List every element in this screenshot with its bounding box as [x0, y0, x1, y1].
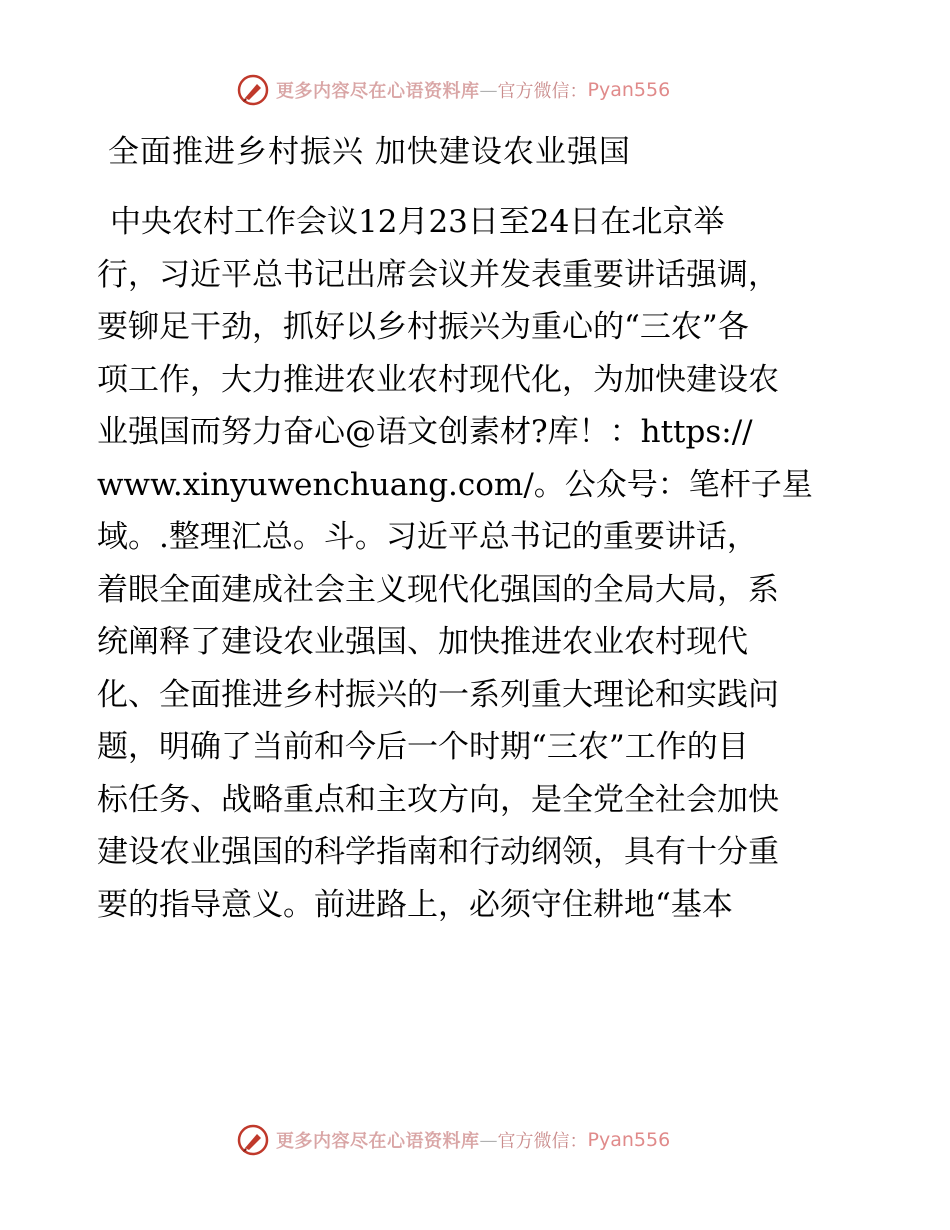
- body-line: 标任务、战略重点和主攻方向，是全党全社会加快: [97, 781, 779, 818]
- body-line: 着眼全面建成社会主义现代化强国的全局大局，系: [97, 571, 779, 608]
- document-title: 全面推进乡村振兴 加快建设农业强国: [108, 134, 631, 170]
- body-line: 项工作，大力推进农业农村现代化，为加快建设农: [97, 361, 779, 398]
- pen-logo-icon: [236, 1123, 270, 1157]
- watermark-wechat-label: 官方微信：: [497, 1131, 588, 1152]
- watermark-text: 更多内容尽在心语资料库: [276, 1131, 480, 1152]
- watermark-wechat-id: Pyan556: [587, 1129, 671, 1151]
- body-line: 化、全面推进乡村振兴的一系列重大理论和实践问: [97, 676, 779, 713]
- document-body: [97, 196, 857, 931]
- watermark-header: [236, 72, 670, 108]
- body-line: 域。.整理汇总。斗。习近平总书记的重要讲话，: [97, 519, 758, 555]
- body-line: 统阐释了建设农业强国、加快推进农业农村现代: [97, 624, 748, 660]
- watermark-wechat-id: Pyan556: [587, 79, 671, 101]
- body-line: 业强国而努力奋心@语文创素材?库！：https://: [97, 414, 753, 450]
- pen-logo-icon: [236, 73, 270, 107]
- watermark-wechat-label: 官方微信：: [497, 81, 588, 102]
- watermark-text: 更多内容尽在心语资料库: [276, 81, 480, 102]
- watermark-dash: —: [479, 1129, 498, 1151]
- body-line: 行，习近平总书记出席会议并发表重要讲话强调，: [97, 256, 779, 293]
- watermark-dash: —: [479, 79, 498, 101]
- body-line: 要铆足干劲，抓好以乡村振兴为重心的“三农”各: [97, 309, 749, 345]
- watermark-footer: [236, 1122, 670, 1158]
- body-line: 要的指导意义。前进路上，必须守住耕地“基本: [97, 886, 733, 923]
- body-line: www.xinyuwenchuang.com/。公众号：笔杆子星: [97, 466, 813, 503]
- body-line: 建设农业强国的科学指南和行动纲领，具有十分重: [97, 834, 779, 870]
- body-line: 中央农村工作会议12月23日至24日在北京举: [110, 204, 725, 240]
- body-line: 题，明确了当前和今后一个时期“三农”工作的目: [97, 729, 749, 765]
